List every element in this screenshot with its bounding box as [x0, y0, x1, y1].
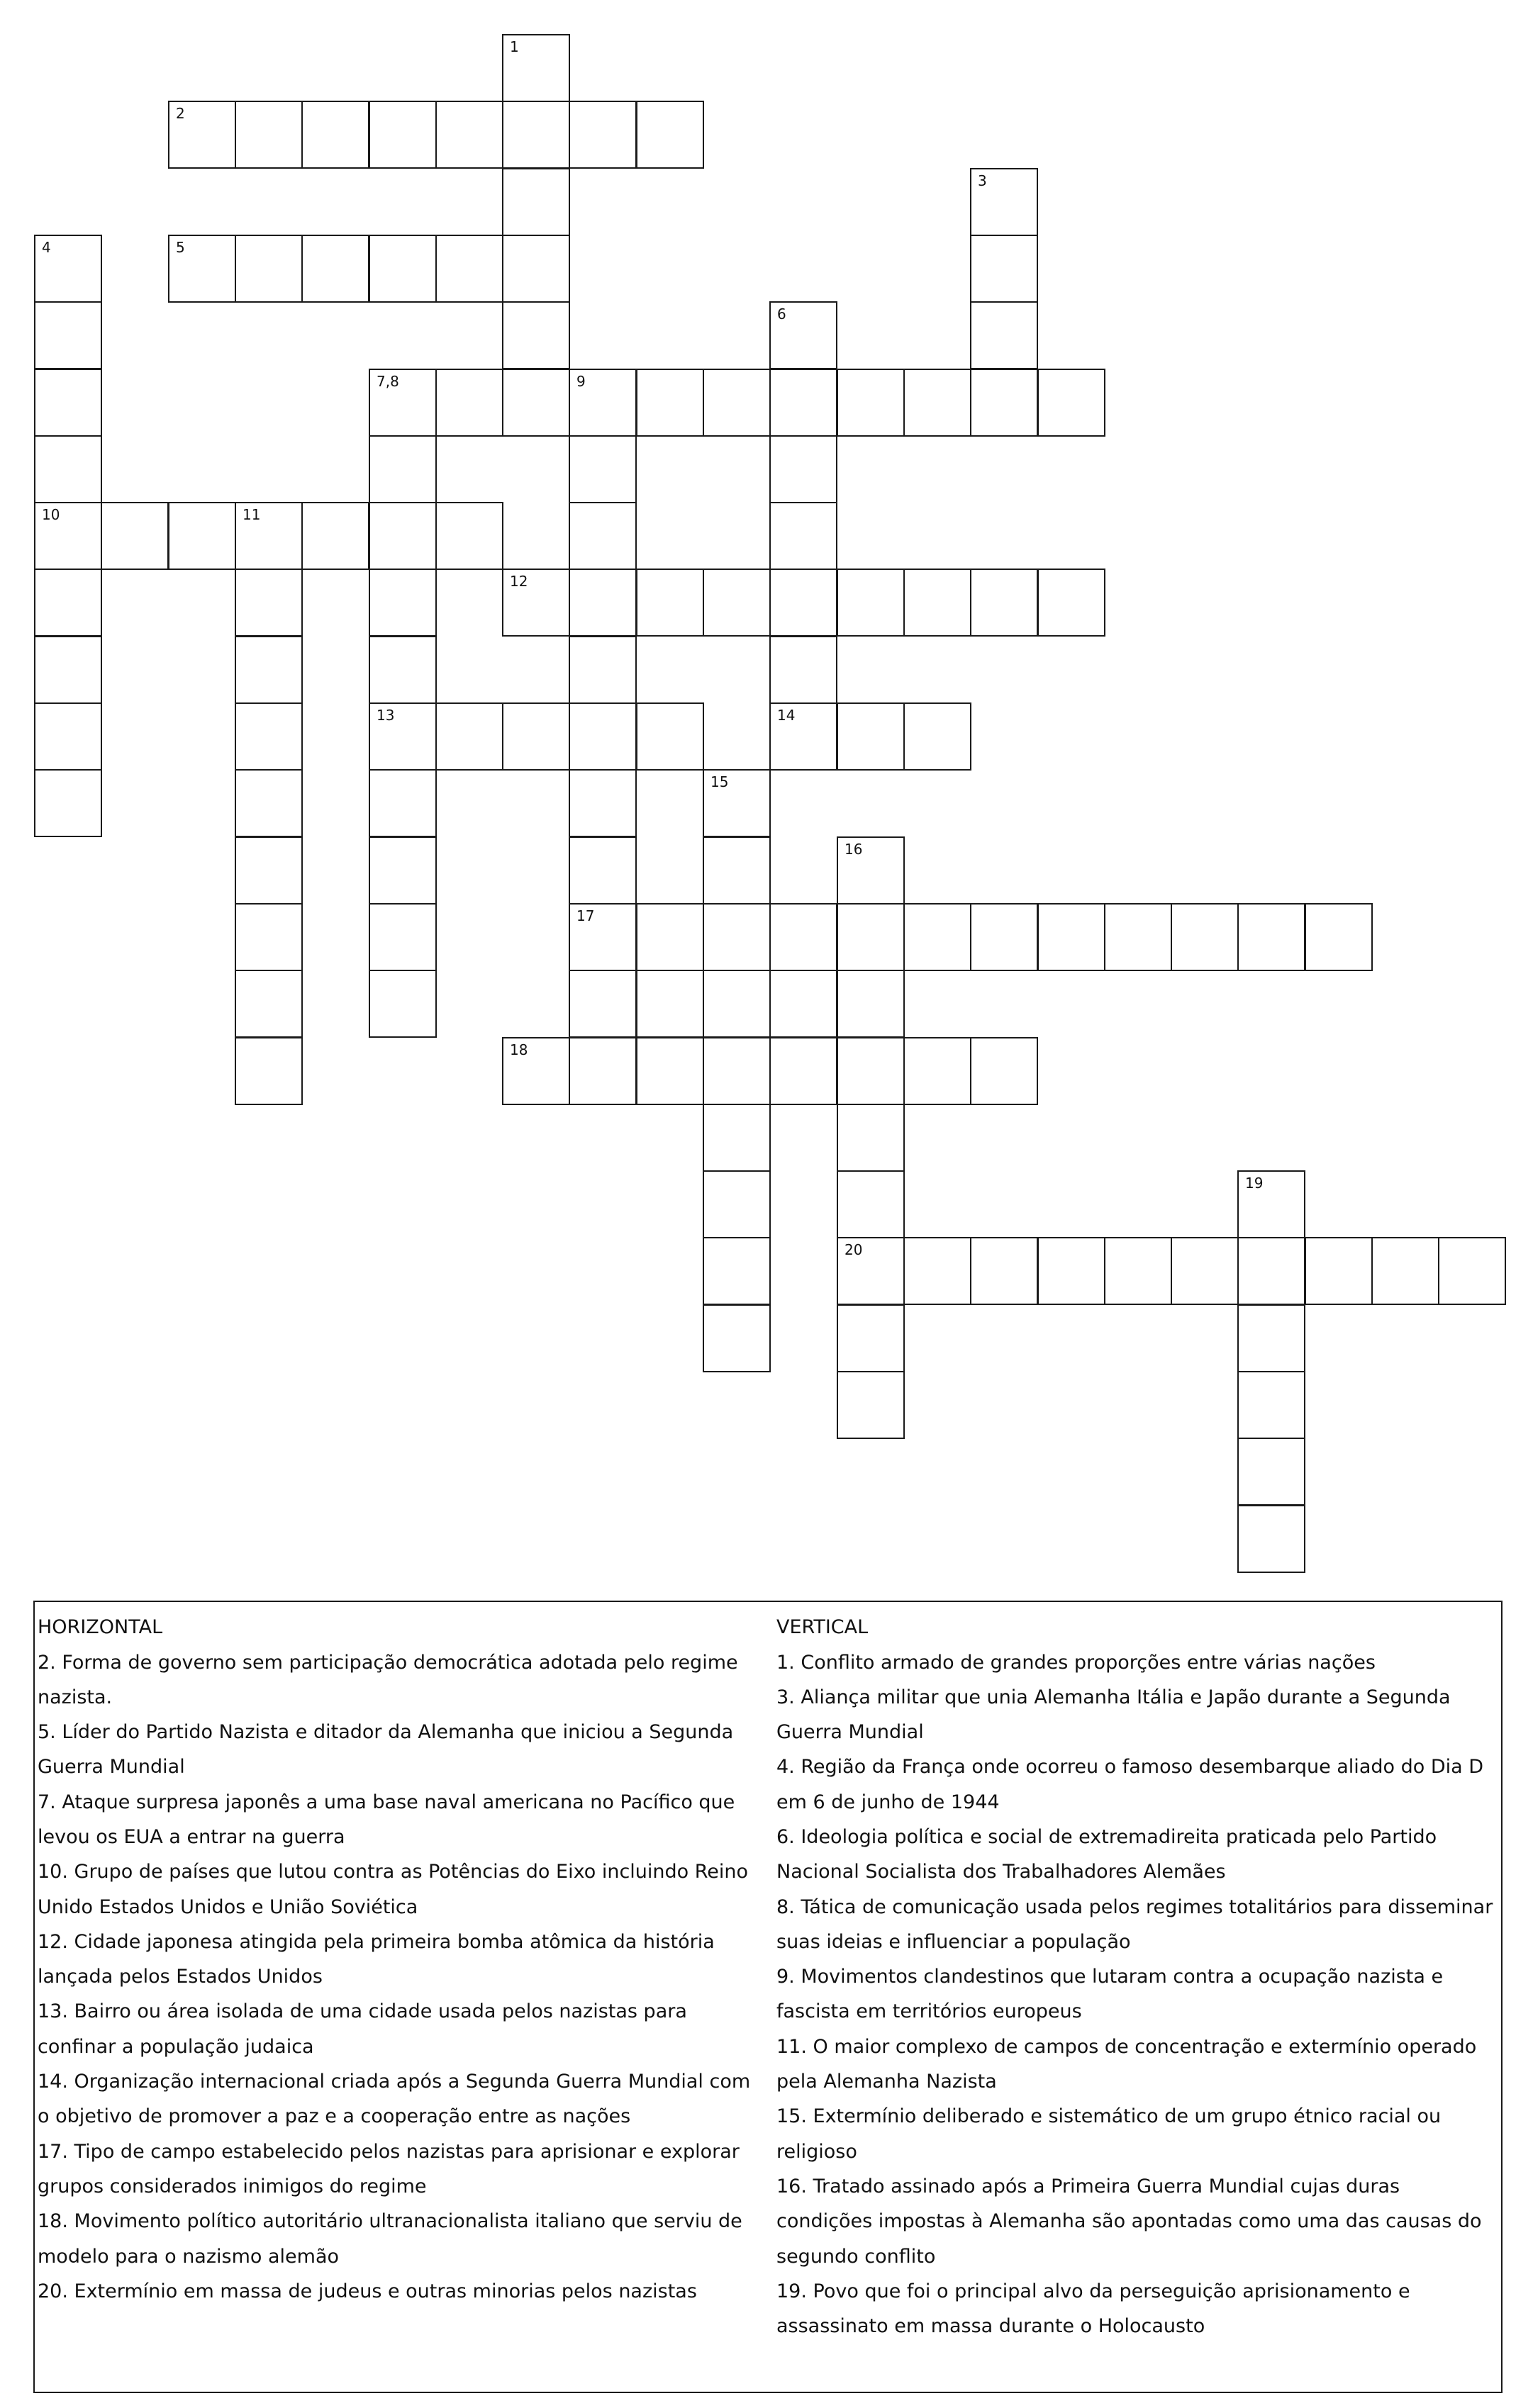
clue-line: confinar a população judaica: [38, 2035, 314, 2058]
crossword-cell[interactable]: [1237, 1304, 1305, 1372]
clue-number: 2: [176, 105, 185, 122]
crossword-cell[interactable]: [636, 903, 704, 971]
clue-line: nazista.: [38, 1686, 113, 1708]
clue-line: 10. Grupo de países que lutou contra as Potências do Eixo incluindo Reino: [38, 1861, 749, 1883]
clue-line: Guerra Mundial: [776, 1721, 924, 1744]
crossword-cell[interactable]: [769, 636, 837, 704]
crossword-cell[interactable]: [837, 369, 905, 437]
clue-line: 17. Tipo de campo estabelecido pelos nazistas para aprisionar e explorar: [38, 2140, 740, 2163]
crossword-cell[interactable]: [502, 168, 570, 236]
crossword-cell[interactable]: [569, 435, 637, 503]
clue-number: 20: [844, 1241, 863, 1258]
crossword-cell[interactable]: [502, 569, 570, 637]
crossword-cell[interactable]: [837, 1304, 905, 1372]
clue-line: 4. Região da França onde ocorreu o famoso desembarque aliado do Dia D: [776, 1756, 1484, 1779]
crossword-cell[interactable]: [369, 502, 437, 570]
crossword-cell[interactable]: [168, 101, 236, 169]
crossword-cell[interactable]: [970, 369, 1038, 437]
clue-number: 11: [243, 506, 261, 523]
clue-line: 9. Movimentos clandestinos que lutaram contra a ocupação nazista e: [776, 1966, 1444, 1988]
crossword-cell[interactable]: [903, 903, 971, 971]
crossword-cell[interactable]: [1104, 1237, 1172, 1305]
horizontal-clues: [38, 1611, 775, 2309]
crossword-cell[interactable]: [837, 569, 905, 637]
crossword-cell[interactable]: [502, 101, 570, 169]
crossword-cell[interactable]: [569, 702, 637, 771]
clue-line: 5. Líder do Partido Nazista e ditador da Alemanha que iniciou a Segunda: [38, 1721, 734, 1744]
crossword-cell[interactable]: [301, 502, 369, 570]
crossword-cell[interactable]: [1237, 1170, 1305, 1238]
crossword-cell[interactable]: [1171, 1237, 1239, 1305]
crossword-cell[interactable]: [636, 569, 704, 637]
crossword-cell[interactable]: [703, 569, 771, 637]
crossword-cell[interactable]: [235, 235, 303, 303]
crossword-cell[interactable]: [769, 301, 837, 369]
clue-line: em 6 de junho de 1944: [776, 1791, 1000, 1813]
crossword-cell[interactable]: [1104, 903, 1172, 971]
crossword-cell[interactable]: [569, 836, 637, 905]
crossword-cell[interactable]: [235, 903, 303, 971]
crossword-cell[interactable]: [1237, 1237, 1305, 1305]
clue-line: 19. Povo que foi o principal alvo da perseguição aprisionamento e: [776, 2280, 1410, 2302]
crossword-cell[interactable]: [502, 702, 570, 771]
crossword-cell[interactable]: [369, 836, 437, 905]
crossword-cell[interactable]: [1037, 369, 1105, 437]
crossword-cell[interactable]: [235, 569, 303, 637]
crossword-cell[interactable]: [369, 235, 437, 303]
crossword-cell[interactable]: [703, 1104, 771, 1172]
crossword-cell[interactable]: [769, 903, 837, 971]
crossword-cell[interactable]: [769, 970, 837, 1038]
crossword-cell[interactable]: [1037, 903, 1105, 971]
crossword-cell[interactable]: [837, 903, 905, 971]
clue-line: 3. Aliança militar que unia Alemanha Itália e Japão durante a Segunda: [776, 1686, 1451, 1708]
crossword-cell[interactable]: [569, 369, 637, 437]
clue-number: 1: [510, 38, 519, 55]
crossword-cell[interactable]: [502, 34, 570, 102]
crossword-cell[interactable]: [34, 769, 102, 837]
crossword-cell[interactable]: [235, 702, 303, 771]
crossword-cell[interactable]: [970, 569, 1038, 637]
crossword-cell[interactable]: [970, 1037, 1038, 1105]
crossword-cell[interactable]: [34, 636, 102, 704]
clue-line: Unido Estados Unidos e União Soviética: [38, 1895, 418, 1918]
crossword-cell[interactable]: [235, 101, 303, 169]
clue-line: 2. Forma de governo sem participação democrática adotada pelo regime: [38, 1651, 738, 1674]
crossword-cell[interactable]: [636, 970, 704, 1038]
crossword-cell[interactable]: [235, 636, 303, 704]
crossword-cell[interactable]: [235, 970, 303, 1038]
crossword-cell[interactable]: [301, 235, 369, 303]
crossword-cell[interactable]: [903, 569, 971, 637]
crossword-cell[interactable]: [34, 435, 102, 503]
clue-line: 16. Tratado assinado após a Primeira Guerra Mundial cujas duras: [776, 2175, 1400, 2197]
crossword-cell[interactable]: [235, 769, 303, 837]
clue-line: fascista em territórios europeus: [776, 2000, 1082, 2023]
crossword-cell[interactable]: [569, 569, 637, 637]
crossword-cell[interactable]: [34, 369, 102, 437]
clue-number: 6: [777, 306, 786, 323]
crossword-cell[interactable]: [636, 101, 704, 169]
clue-line: 20. Extermínio em massa de judeus e outras minorias pelos nazistas: [38, 2280, 697, 2302]
crossword-cell[interactable]: [837, 702, 905, 771]
crossword-cell[interactable]: [703, 1237, 771, 1305]
crossword-cell[interactable]: [703, 769, 771, 837]
horizontal-heading: HORIZONTAL: [38, 1616, 163, 1638]
crossword-cell[interactable]: [703, 1304, 771, 1372]
crossword-cell[interactable]: [569, 970, 637, 1038]
crossword-cell[interactable]: [1037, 569, 1105, 637]
clue-number: 10: [42, 506, 60, 523]
crossword-cell[interactable]: [168, 502, 236, 570]
clue-number: 7,8: [377, 373, 399, 390]
clue-line: Guerra Mundial: [38, 1756, 185, 1779]
crossword-cell[interactable]: [369, 769, 437, 837]
crossword-cell[interactable]: [235, 1037, 303, 1105]
clue-line: 12. Cidade japonesa atingida pela primeira bomba atômica da história: [38, 1930, 715, 1953]
crossword-cell[interactable]: [1371, 1237, 1439, 1305]
crossword-cell[interactable]: [502, 235, 570, 303]
crossword-cell[interactable]: [435, 502, 503, 570]
crossword-cell[interactable]: [569, 903, 637, 971]
crossword-cell[interactable]: [703, 970, 771, 1038]
crossword-cell[interactable]: [703, 369, 771, 437]
crossword-cell[interactable]: [1237, 903, 1305, 971]
crossword-cell[interactable]: [903, 702, 971, 771]
crossword-cell[interactable]: [1237, 1438, 1305, 1506]
crossword-cell[interactable]: [1305, 1237, 1373, 1305]
clue-line: levou os EUA a entrar na guerra: [38, 1825, 345, 1848]
crossword-cell[interactable]: [636, 702, 704, 771]
crossword-cell[interactable]: [703, 1037, 771, 1105]
clue-number: 13: [377, 707, 395, 724]
crossword-cell[interactable]: [569, 1037, 637, 1105]
crossword-cell[interactable]: [769, 702, 837, 771]
crossword-cell[interactable]: [1037, 1237, 1105, 1305]
clue-number: 4: [42, 239, 51, 256]
crossword-cell[interactable]: [837, 970, 905, 1038]
crossword-cell[interactable]: [970, 903, 1038, 971]
crossword-cell[interactable]: [435, 702, 503, 771]
crossword-cell[interactable]: [970, 1237, 1038, 1305]
crossword-cell[interactable]: [837, 1237, 905, 1305]
crossword-cell[interactable]: [903, 1237, 971, 1305]
clue-number: 14: [777, 707, 796, 724]
crossword-cell[interactable]: [235, 836, 303, 905]
crossword-cell[interactable]: [569, 502, 637, 570]
crossword-cell[interactable]: [369, 369, 437, 437]
vertical-clues: [776, 1611, 1497, 2343]
clue-line: condições impostas à Alemanha são apontadas como uma das causas do: [776, 2210, 1482, 2233]
crossword-cell[interactable]: [636, 369, 704, 437]
crossword-cell[interactable]: [34, 502, 102, 570]
vertical-heading: VERTICAL: [776, 1616, 869, 1638]
crossword-cell[interactable]: [703, 1170, 771, 1238]
crossword-cell[interactable]: [837, 1037, 905, 1105]
clue-line: 15. Extermínio deliberado e sistemático de um grupo étnico racial ou: [776, 2105, 1442, 2128]
crossword-cell[interactable]: [837, 1104, 905, 1172]
crossword-cell[interactable]: [101, 502, 169, 570]
crossword-cell[interactable]: [369, 435, 437, 503]
clue-line: grupos considerados inimigos do regime: [38, 2175, 427, 2197]
crossword-cell[interactable]: [34, 301, 102, 369]
clue-line: segundo conflito: [776, 2245, 936, 2268]
clue-line: 8. Tática de comunicação usada pelos regimes totalitários para disseminar: [776, 1895, 1493, 1918]
crossword-cell[interactable]: [435, 369, 503, 437]
crossword-cell[interactable]: [369, 569, 437, 637]
crossword-cell[interactable]: [1305, 903, 1373, 971]
crossword-cell[interactable]: [837, 1170, 905, 1238]
crossword-cell[interactable]: [569, 636, 637, 704]
clue-line: 1. Conflito armado de grandes proporções entre várias nações: [776, 1651, 1376, 1674]
crossword-cell[interactable]: [837, 836, 905, 905]
crossword-cell[interactable]: [903, 369, 971, 437]
clue-line: 14. Organização internacional criada após a Segunda Guerra Mundial com: [38, 2071, 751, 2093]
clue-number: 16: [844, 841, 863, 858]
clue-number: 18: [510, 1041, 528, 1058]
clue-line: Nacional Socialista dos Trabalhadores Alemães: [776, 1861, 1226, 1883]
clue-line: 13. Bairro ou área isolada de uma cidade usada pelos nazistas para: [38, 2000, 687, 2023]
clue-number: 5: [176, 239, 185, 256]
clue-line: 18. Movimento político autoritário ultranacionalista italiano que serviu de: [38, 2210, 742, 2233]
clue-line: 7. Ataque surpresa japonês a uma base naval americana no Pacífico que: [38, 1791, 735, 1813]
crossword-cell[interactable]: [502, 369, 570, 437]
clue-line: assassinato em massa durante o Holocausto: [776, 2315, 1205, 2338]
clue-line: suas ideias e influenciar a população: [776, 1930, 1131, 1953]
crossword-cell[interactable]: [970, 168, 1038, 236]
crossword-cell[interactable]: [703, 903, 771, 971]
crossword-cell[interactable]: [34, 235, 102, 303]
crossword-cell[interactable]: [769, 369, 837, 437]
crossword-cell[interactable]: [970, 235, 1038, 303]
crossword-cell[interactable]: [502, 301, 570, 369]
crossword-cell[interactable]: [769, 435, 837, 503]
clue-number: 12: [510, 573, 528, 590]
crossword-cell[interactable]: [435, 101, 503, 169]
crossword-cell[interactable]: [569, 101, 637, 169]
crossword-cell[interactable]: [168, 235, 236, 303]
clue-line: lançada pelos Estados Unidos: [38, 1966, 323, 1988]
crossword-cell[interactable]: [1237, 1371, 1305, 1439]
crossword-cell[interactable]: [769, 569, 837, 637]
crossword-cell[interactable]: [435, 235, 503, 303]
crossword-cell[interactable]: [369, 636, 437, 704]
clue-number: 15: [710, 773, 729, 790]
crossword-cell[interactable]: [235, 502, 303, 570]
clue-line: religioso: [776, 2140, 857, 2163]
clue-number: 9: [576, 373, 586, 390]
crossword-cell[interactable]: [769, 502, 837, 570]
crossword-cell[interactable]: [903, 1037, 971, 1105]
crossword-cell[interactable]: [837, 1371, 905, 1439]
clue-line: modelo para o nazismo alemão: [38, 2245, 340, 2268]
crossword-cell[interactable]: [703, 836, 771, 905]
clue-number: 19: [1245, 1175, 1264, 1192]
crossword-cell[interactable]: [502, 1037, 570, 1105]
clues-box: [33, 1601, 1503, 2393]
crossword-cell[interactable]: [1237, 1505, 1305, 1573]
clue-line: o objetivo de promover a paz e a cooperação entre as nações: [38, 2105, 631, 2128]
crossword-cell[interactable]: [34, 702, 102, 771]
clue-number: 17: [576, 907, 595, 924]
clue-line: pela Alemanha Nazista: [776, 2071, 997, 2093]
crossword-cell[interactable]: [369, 903, 437, 971]
crossword-cell[interactable]: [34, 569, 102, 637]
crossword-cell[interactable]: [636, 1037, 704, 1105]
crossword-cell[interactable]: [369, 702, 437, 771]
crossword-cell[interactable]: [970, 301, 1038, 369]
crossword-cell[interactable]: [369, 101, 437, 169]
crossword-cell[interactable]: [301, 101, 369, 169]
crossword-cell[interactable]: [1171, 903, 1239, 971]
crossword-cell[interactable]: [569, 769, 637, 837]
crossword-cell[interactable]: [369, 970, 437, 1038]
clue-line: 11. O maior complexo de campos de concentração e extermínio operado: [776, 2035, 1477, 2058]
clue-line: 6. Ideologia política e social de extremadireita praticada pelo Partido: [776, 1825, 1437, 1848]
crossword-cell[interactable]: [769, 1037, 837, 1105]
clue-number: 3: [978, 172, 987, 189]
crossword-cell[interactable]: [1438, 1237, 1506, 1305]
